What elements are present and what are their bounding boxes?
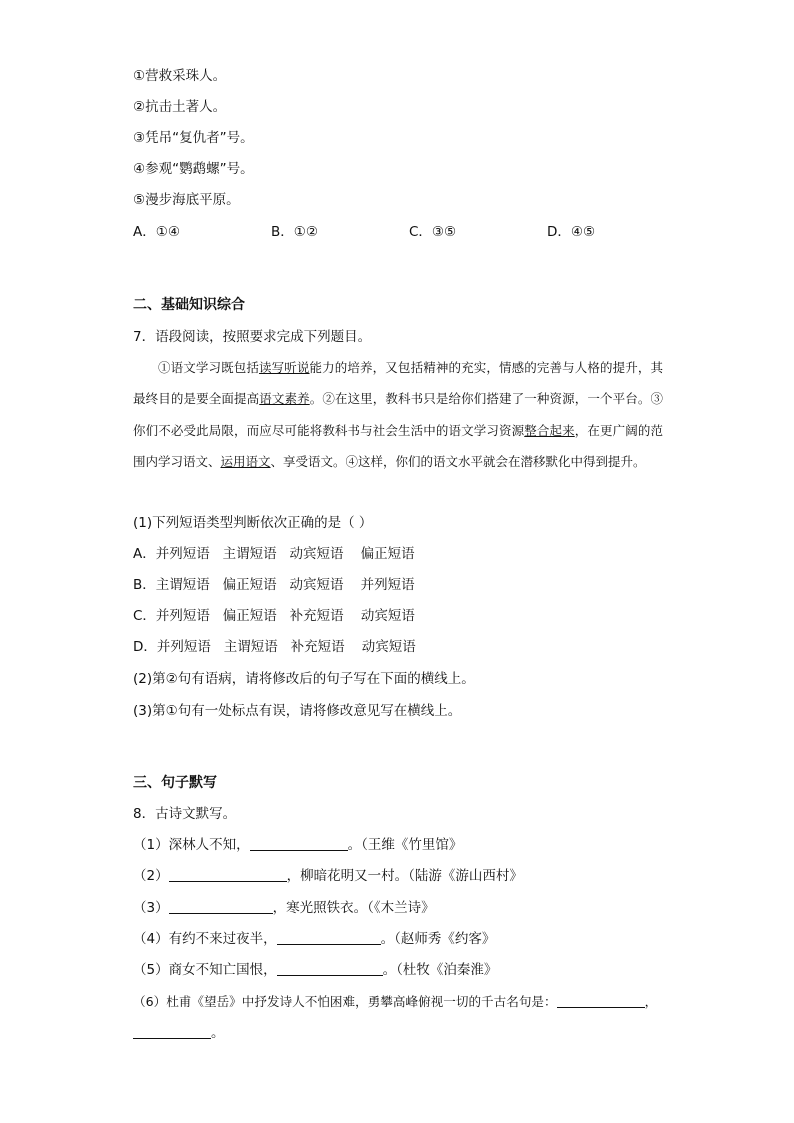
section-3-heading: 三、句子默写 bbox=[133, 775, 217, 791]
q6-option-c[interactable]: C．③⑤ bbox=[409, 224, 457, 240]
q6-item-4: ④参观“鹦鹉螺”号。 bbox=[133, 161, 254, 177]
poem-source: 。（王维《竹里馆》 bbox=[347, 837, 463, 853]
answer-blank[interactable] bbox=[277, 930, 381, 945]
q8-line-5 bbox=[133, 960, 497, 980]
q7-passage bbox=[133, 352, 663, 477]
q6-item-2: ②抗击土著人。 bbox=[133, 99, 227, 115]
q6-item-1: ①营救采珠人。 bbox=[133, 68, 227, 84]
q8-line-6-cont bbox=[133, 1023, 225, 1043]
poem-prompt: （6）杜甫《望岳》中抒发诗人不怕困难，勇攀高峰俯视一切的千古名句是： bbox=[133, 994, 557, 1009]
answer-blank[interactable] bbox=[250, 836, 348, 851]
q6-option-b[interactable]: B．①② bbox=[271, 224, 318, 240]
underlined-phrase-4: 运用语文 bbox=[220, 453, 271, 469]
poem-source: ，寒光照铁衣。（《木兰诗》 bbox=[272, 900, 435, 916]
poem-prompt: （4）有约不来过夜半， bbox=[133, 931, 277, 947]
passage-text: 、享受语文。④这样，你们的语文水平就会在潜移默化中得到提升。 bbox=[270, 453, 646, 469]
poem-prompt: （1）深林人不知， bbox=[133, 837, 250, 853]
poem-prompt: （5）商女不知亡国恨， bbox=[133, 962, 277, 978]
poem-source: ，柳暗花明又一村。（陆游《游山西村》 bbox=[286, 868, 523, 884]
answer-blank[interactable] bbox=[169, 899, 273, 914]
passage-text: 。②在这里，教科书只是给你们搭建了一种资源，一个平台。③你们不必受此局限，而应尽可能将教科书与社会生活中的语文学习资源 bbox=[133, 391, 663, 438]
poem-prompt: （3） bbox=[133, 900, 169, 916]
q6-options bbox=[133, 222, 685, 242]
q7-sub1-option-c[interactable]: C．并列短语 偏正短语 补充短语 动宾短语 bbox=[133, 608, 415, 624]
q8-line-3 bbox=[133, 898, 435, 918]
q7-stem: 7．语段阅读，按照要求完成下列题目。 bbox=[133, 329, 372, 345]
underlined-phrase-3: 整合起来 bbox=[524, 422, 575, 438]
poem-source: 。（杜牧《泊秦淮》 bbox=[382, 962, 498, 978]
answer-blank[interactable] bbox=[557, 993, 645, 1008]
q7-sub1-stem: (1)下列短语类型判断依次正确的是（ ） bbox=[133, 515, 373, 531]
q7-sub1-option-d[interactable]: D．并列短语 主谓短语 补充短语 动宾短语 bbox=[133, 639, 416, 655]
q8-stem: 8．古诗文默写。 bbox=[133, 806, 237, 822]
passage-text: 能力的培养，又包括精神的充实，情感的完善与人格的提升，其最终目的是要全面提高 bbox=[133, 360, 663, 407]
q7-sub3: (3)第①句有一处标点有误，请将修改意见写在横线上。 bbox=[133, 703, 462, 719]
q8-line-1 bbox=[133, 835, 462, 855]
answer-blank[interactable] bbox=[133, 1024, 211, 1039]
passage-text: ①语文学习既包括 bbox=[158, 360, 260, 375]
q6-item-5: ⑤漫步海底平原。 bbox=[133, 192, 240, 208]
answer-blank[interactable] bbox=[277, 961, 383, 976]
underlined-phrase-1: 读写听说 bbox=[259, 360, 310, 375]
answer-blank[interactable] bbox=[169, 867, 287, 882]
q7-sub2: (2)第②句有语病，请将修改后的句子写在下面的横线上。 bbox=[133, 671, 475, 687]
q6-item-3: ③凭吊“复仇者”号。 bbox=[133, 130, 254, 146]
q8-line-2 bbox=[133, 866, 523, 886]
q6-option-a[interactable]: A．①④ bbox=[133, 224, 180, 240]
section-2-heading: 二、基础知识综合 bbox=[133, 297, 245, 313]
poem-source: 。（赵师秀《约客》 bbox=[380, 931, 496, 947]
underlined-phrase-2: 语文素养 bbox=[259, 391, 310, 407]
punctuation: ， bbox=[644, 994, 658, 1009]
punctuation: 。 bbox=[211, 1025, 225, 1041]
passage-text: ，在更广阔的范围内学习语文、 bbox=[133, 422, 663, 469]
q8-line-6 bbox=[133, 992, 657, 1012]
q6-option-d[interactable]: D．④⑤ bbox=[547, 224, 596, 240]
poem-prompt: （2） bbox=[133, 868, 169, 884]
q8-line-4 bbox=[133, 929, 495, 949]
q7-sub1-option-b[interactable]: B．主谓短语 偏正短语 动宾短语 并列短语 bbox=[133, 577, 415, 593]
q7-sub1-option-a[interactable]: A．并列短语 主谓短语 动宾短语 偏正短语 bbox=[133, 546, 415, 562]
